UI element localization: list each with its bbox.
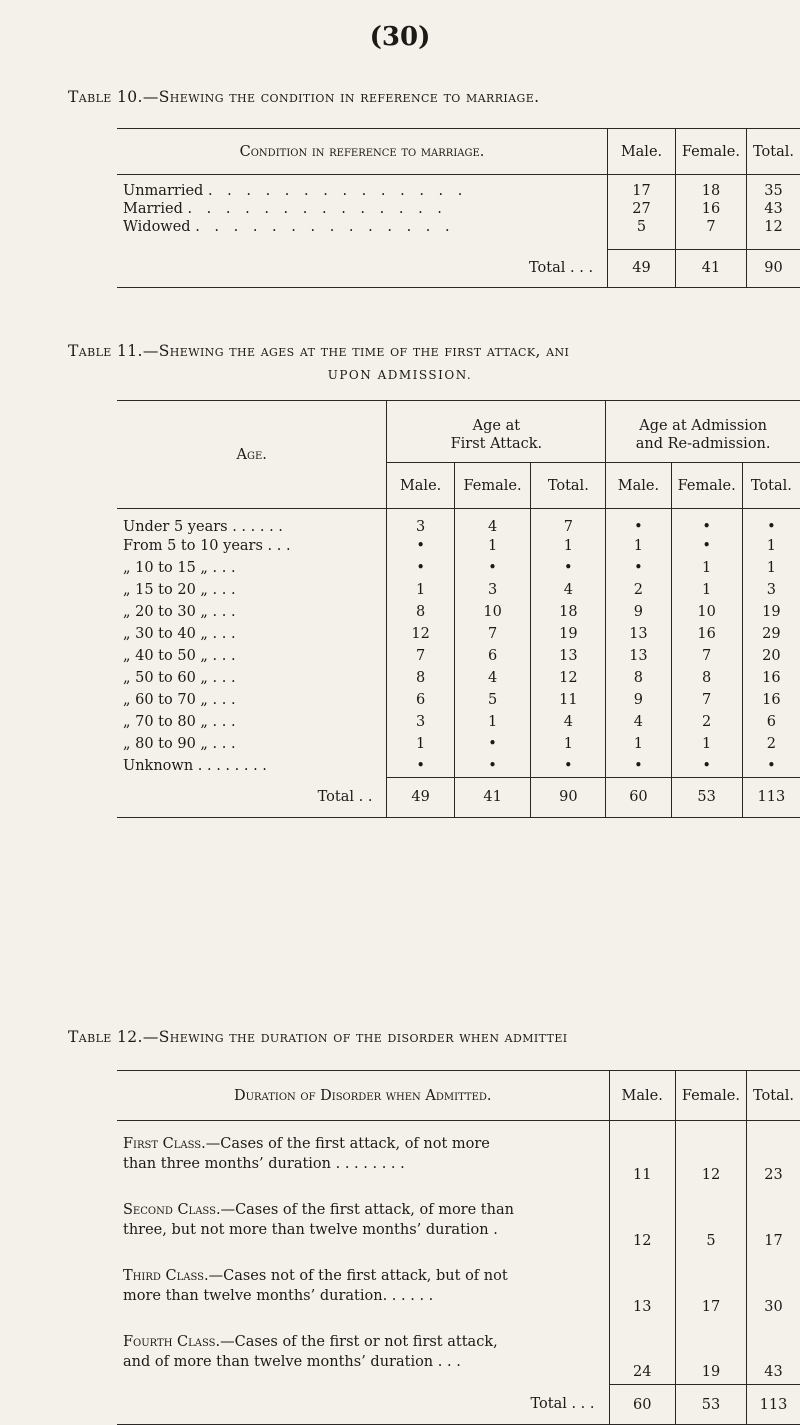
cell-total: 35 <box>764 183 783 199</box>
table12-header-female: Female. <box>675 1071 746 1121</box>
cell-value: 13 <box>606 623 671 645</box>
cell-value: 6 <box>454 645 531 667</box>
class-line1: —Cases not of the first attack, but of not <box>208 1267 508 1284</box>
cell-value: 16 <box>762 692 781 708</box>
cell-value: 13 <box>531 645 606 667</box>
cell-value: 1 <box>606 733 671 755</box>
table-row <box>117 645 800 667</box>
table10-header-total: Total. <box>746 129 800 175</box>
cell-female: 16 <box>675 199 746 219</box>
cell-value: 4 <box>531 711 606 733</box>
cell-total: 12 <box>746 219 800 249</box>
cell-value: 16 <box>671 623 742 645</box>
table11-title-prefix: Table 11. <box>68 342 143 360</box>
cell-value: 16 <box>762 670 781 686</box>
cell-value: 18 <box>531 601 606 623</box>
cell-total: 23 <box>764 1166 783 1183</box>
row-label: Under 5 years . . . . . . <box>117 509 387 536</box>
cell-value: 1 <box>671 557 742 579</box>
cell-value: • <box>671 509 742 536</box>
class-line1: —Cases of the first attack, of not more <box>205 1135 490 1152</box>
table11-subheader: Total. <box>742 463 800 509</box>
cell-value: • <box>454 733 531 755</box>
table10-title-prefix: Table 10. <box>68 88 143 106</box>
cell-value: 1 <box>606 535 671 557</box>
table-row-total <box>117 1385 800 1425</box>
cell-value: 3 <box>387 509 454 536</box>
cell-value: 29 <box>762 626 781 642</box>
row-label: „ 30 to 40 „ . . . <box>117 623 387 645</box>
cell-value: 4 <box>454 667 531 689</box>
class-line2: than three months’ duration . . . . . . . . <box>123 1155 405 1172</box>
cell-value: 2 <box>671 711 742 733</box>
table11-subheader: Male. <box>606 463 671 509</box>
table-row-total <box>117 777 800 817</box>
table-row <box>117 557 800 579</box>
cell-value: 11 <box>531 689 606 711</box>
cell-value: 6 <box>387 689 454 711</box>
cell-value: • <box>606 755 671 777</box>
cell-value: 1 <box>454 535 531 557</box>
row-label: From 5 to 10 years . . . <box>117 535 387 557</box>
cell-female: 18 <box>675 175 746 200</box>
cell-value: 1 <box>387 579 454 601</box>
cell-value: 7 <box>671 689 742 711</box>
cell-value: • <box>531 755 606 777</box>
table12-header-male: Male. <box>609 1071 675 1121</box>
cell-total: 90 <box>764 260 783 276</box>
cell-value: • <box>531 557 606 579</box>
table11-header-group2 <box>606 401 800 463</box>
table10-title-text: —Shewing the condition in reference to marriage. <box>142 88 540 106</box>
cell-value: • <box>767 757 776 774</box>
cell-value: 2 <box>766 736 776 752</box>
table-row-total <box>117 249 800 287</box>
cell-value: 53 <box>671 777 742 817</box>
cell-value: 2 <box>606 579 671 601</box>
cell-male: 13 <box>609 1253 675 1319</box>
table-row <box>117 535 800 557</box>
class-name: Second Class. <box>123 1201 221 1218</box>
table-row <box>117 667 800 689</box>
cell-value: 19 <box>762 604 781 620</box>
cell-female: 5 <box>675 1187 746 1253</box>
table-row <box>117 689 800 711</box>
table12-title-text: —Shewing the duration of the disorder when admittei <box>142 1028 568 1046</box>
table-row <box>117 219 800 249</box>
cell-female: 41 <box>675 249 746 287</box>
cell-value: 60 <box>606 777 671 817</box>
table-row <box>117 509 800 536</box>
cell-male: 5 <box>608 219 676 249</box>
table10-title <box>68 88 539 106</box>
cell-value: • <box>454 755 531 777</box>
row-label: „ 50 to 60 „ . . . <box>117 667 387 689</box>
cell-value: 7 <box>671 645 742 667</box>
cell-value: 4 <box>531 579 606 601</box>
table-row <box>117 579 800 601</box>
cell-value: 12 <box>531 667 606 689</box>
row-label: „ 70 to 80 „ . . . <box>117 711 387 733</box>
table-row <box>117 755 800 777</box>
cell-total: 113 <box>746 1385 800 1425</box>
table-row <box>117 199 800 219</box>
table11 <box>117 400 800 818</box>
row-label: Unknown . . . . . . . . <box>117 755 387 777</box>
cell-value: 1 <box>766 538 776 554</box>
cell-value: 7 <box>531 509 606 536</box>
class-line2: three, but not more than twelve months’ duration . <box>123 1221 498 1238</box>
cell-value: 5 <box>454 689 531 711</box>
cell-total: 17 <box>764 1232 783 1249</box>
cell-female: 19 <box>675 1319 746 1385</box>
cell-value: 6 <box>766 714 776 730</box>
cell-male: 12 <box>609 1187 675 1253</box>
cell-female: 12 <box>675 1121 746 1187</box>
class-line2: and of more than twelve months’ duration . . . <box>123 1353 461 1370</box>
cell-value: 12 <box>387 623 454 645</box>
table10-header-condition: Condition in reference to marriage. <box>117 129 608 175</box>
table-row <box>117 623 800 645</box>
cell-value: 8 <box>387 667 454 689</box>
cell-value: 1 <box>531 733 606 755</box>
cell-value: • <box>454 557 531 579</box>
table-row <box>117 601 800 623</box>
table12-title <box>68 1028 568 1046</box>
total-label: Total . . . <box>117 249 608 287</box>
row-label: „ 20 to 30 „ . . . <box>117 601 387 623</box>
cell-value: 1 <box>531 535 606 557</box>
class-line1: —Cases of the first or not first attack, <box>220 1333 498 1350</box>
cell-value: 90 <box>531 777 606 817</box>
class-line2: more than twelve months’ duration. . . . . . <box>123 1287 434 1304</box>
row-label: „ 15 to 20 „ . . . <box>117 579 387 601</box>
row-label: „ 40 to 50 „ . . . <box>117 645 387 667</box>
table11-subheader: Male. <box>387 463 454 509</box>
class-name: First Class. <box>123 1135 206 1152</box>
cell-value: 1 <box>454 711 531 733</box>
cell-value: 9 <box>606 601 671 623</box>
cell-value: 19 <box>531 623 606 645</box>
cell-value: 41 <box>454 777 531 817</box>
table11-subheader: Female. <box>671 463 742 509</box>
page-number: (30) <box>369 22 431 52</box>
row-dots: . . . . . . . . . . . . . . <box>207 183 468 199</box>
cell-male: 24 <box>609 1319 675 1385</box>
cell-male: 17 <box>608 175 676 200</box>
cell-value: 7 <box>387 645 454 667</box>
cell-value: 8 <box>671 667 742 689</box>
cell-value: • <box>606 557 671 579</box>
class-description <box>117 1253 609 1319</box>
cell-value: 1 <box>387 733 454 755</box>
row-dots: . . . . . . . . . . . . . . <box>187 201 447 217</box>
cell-value: 8 <box>606 667 671 689</box>
cell-value: 9 <box>606 689 671 711</box>
class-name: Fourth Class. <box>123 1333 221 1350</box>
cell-total: 43 <box>764 201 783 217</box>
class-description <box>117 1187 609 1253</box>
cell-value: 10 <box>454 601 531 623</box>
table-row <box>117 711 800 733</box>
cell-value: • <box>767 519 776 535</box>
row-label: Married <box>123 201 183 217</box>
total-label: Total . . . <box>117 1385 609 1425</box>
row-label: „ 60 to 70 „ . . . <box>117 689 387 711</box>
group1-line1: Age at <box>472 417 521 434</box>
cell-value: • <box>387 535 454 557</box>
cell-value: 4 <box>454 509 531 536</box>
cell-total: 30 <box>764 1298 783 1315</box>
row-label: Unmarried <box>123 183 204 199</box>
row-label: Widowed <box>123 219 191 235</box>
cell-value: 3 <box>766 582 776 598</box>
cell-value: 3 <box>387 711 454 733</box>
row-label: „ 10 to 15 „ . . . <box>117 557 387 579</box>
cell-value: 113 <box>742 777 800 817</box>
cell-female: 17 <box>675 1253 746 1319</box>
cell-value: 3 <box>454 579 531 601</box>
cell-value: 1 <box>671 579 742 601</box>
table10-header-male: Male. <box>608 129 676 175</box>
table12-header-total: Total. <box>746 1071 800 1121</box>
table11-title-text: —Shewing the ages at the time of the first attack, ani <box>142 342 570 360</box>
table-row <box>117 1121 800 1187</box>
cell-female: 7 <box>675 219 746 249</box>
class-description <box>117 1121 609 1187</box>
group1-line2: First Attack. <box>450 435 543 452</box>
cell-value: 7 <box>454 623 531 645</box>
group2-line2: and Re-admission. <box>635 435 771 452</box>
cell-male: 49 <box>608 249 676 287</box>
table-row <box>117 733 800 755</box>
group2-line1: Age at Admission <box>639 417 767 434</box>
table12 <box>117 1070 800 1425</box>
class-name: Third Class. <box>123 1267 209 1284</box>
row-dots: . . . . . . . . . . . . . . <box>195 219 455 235</box>
cell-value: • <box>606 509 671 536</box>
table10-header-female: Female. <box>675 129 746 175</box>
table-row <box>117 1319 800 1385</box>
cell-male: 11 <box>609 1121 675 1187</box>
cell-value: • <box>387 557 454 579</box>
cell-value: • <box>671 755 742 777</box>
total-label: Total . . <box>117 777 387 817</box>
table11-header-group1 <box>387 401 606 463</box>
cell-value: 1 <box>766 560 776 576</box>
table11-header-age: Age. <box>117 401 387 509</box>
cell-male: 27 <box>608 199 676 219</box>
class-line1: —Cases of the first attack, of more than <box>220 1201 514 1218</box>
cell-value: 1 <box>671 733 742 755</box>
cell-value: 20 <box>762 648 781 664</box>
table11-title <box>68 342 569 360</box>
cell-value: 10 <box>671 601 742 623</box>
table11-subheader: Total. <box>531 463 606 509</box>
table-row <box>117 1253 800 1319</box>
cell-value: 8 <box>387 601 454 623</box>
table-row <box>117 1187 800 1253</box>
cell-value: 13 <box>606 645 671 667</box>
row-label: „ 80 to 90 „ . . . <box>117 733 387 755</box>
table-row <box>117 175 800 200</box>
table12-header-duration: Duration of Disorder when Admitted. <box>117 1071 609 1121</box>
cell-value: • <box>387 755 454 777</box>
table11-subtitle: UPON ADMISSION. <box>327 368 473 382</box>
cell-male: 60 <box>609 1385 675 1425</box>
cell-value: 4 <box>606 711 671 733</box>
table12-title-prefix: Table 12. <box>68 1028 143 1046</box>
cell-female: 53 <box>675 1385 746 1425</box>
cell-value: • <box>671 535 742 557</box>
table10 <box>117 128 800 288</box>
cell-total: 43 <box>764 1364 783 1380</box>
cell-value: 49 <box>387 777 454 817</box>
class-description <box>117 1319 609 1385</box>
table11-subheader: Female. <box>454 463 531 509</box>
